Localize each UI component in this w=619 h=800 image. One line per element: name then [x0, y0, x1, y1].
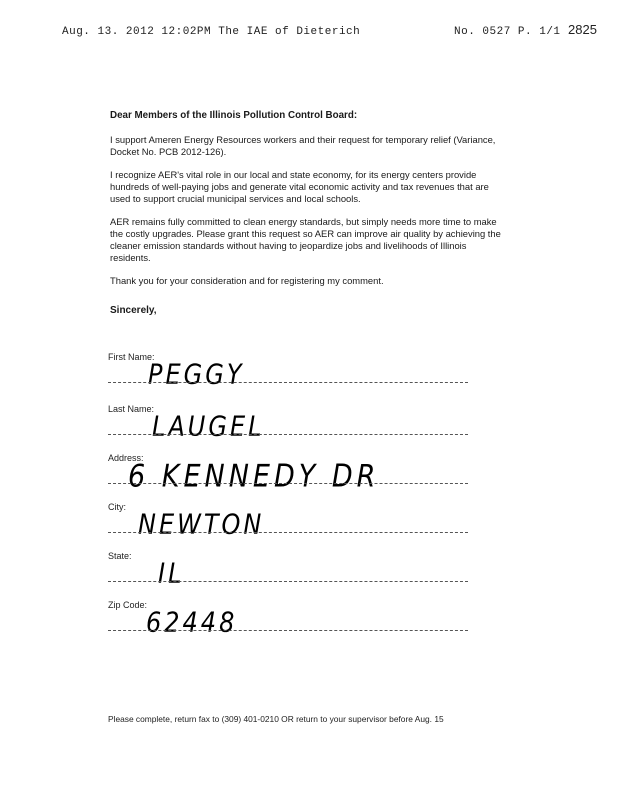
fax-header-timestamp: Aug. 13. 2012 12:02PM The IAE of Dieterich: [62, 26, 361, 38]
last-name-label: Last Name:: [108, 404, 155, 414]
first-name-value: PEGGY: [148, 358, 245, 391]
address-line: [108, 483, 468, 484]
paragraph-support: I support Ameren Energy Resources workers and their request for temporary relief (Variance, Docket No. PCB 2012-126).: [110, 134, 496, 157]
fax-header: [62, 22, 602, 40]
address-value: 6 KENNEDY DR: [128, 459, 380, 495]
zip-code-line: [108, 630, 468, 631]
last-name-field[interactable]: [108, 404, 508, 444]
city-label: City:: [108, 502, 126, 512]
address-field[interactable]: [108, 453, 508, 493]
zip-code-label: Zip Code:: [108, 600, 148, 610]
paragraph-thanks: Thank you for your consideration and for registering my comment.: [110, 275, 384, 286]
first-name-line: [108, 382, 468, 383]
first-name-label: First Name:: [108, 352, 155, 362]
last-name-line: [108, 434, 468, 435]
state-field[interactable]: [108, 551, 508, 591]
closing: Sincerely,: [110, 305, 157, 316]
last-name-value: LAUGEL: [152, 410, 265, 443]
salutation: Dear Members of the Illinois Pollution Control Board:: [110, 110, 358, 121]
address-label: Address:: [108, 453, 144, 463]
state-value: IL: [158, 557, 185, 590]
paragraph-request: AER remains fully committed to clean energy standards, but simply needs more time to make the costly upgrades. Please grant this request so AER can improve air quality by achieving the cleaner emission standards without having to jeopardize jobs and livelihoods of Illinois residents.: [110, 216, 501, 263]
state-label: State:: [108, 551, 132, 561]
paragraph-economy: I recognize AER's vital role in our local and state economy, for its energy centers provide hundreds of well-paying jobs and generate vital economic activity and tax revenues that are used to support crucial municipal services and local schools.: [110, 169, 489, 204]
zip-code-field[interactable]: [108, 600, 508, 640]
state-line: [108, 581, 468, 582]
city-line: [108, 532, 468, 533]
first-name-field[interactable]: [108, 352, 508, 392]
footer-instructions: Please complete, return fax to (309) 401-0210 OR return to your supervisor before Aug. 15: [108, 714, 444, 724]
city-field[interactable]: [108, 502, 508, 542]
letter-body: [110, 110, 505, 317]
zip-code-value: 62448: [146, 606, 238, 639]
page-number: 2825: [568, 22, 597, 37]
fax-header-number: No. 0527 P. 1/1: [454, 26, 561, 38]
city-value: NEWTON: [138, 508, 265, 541]
